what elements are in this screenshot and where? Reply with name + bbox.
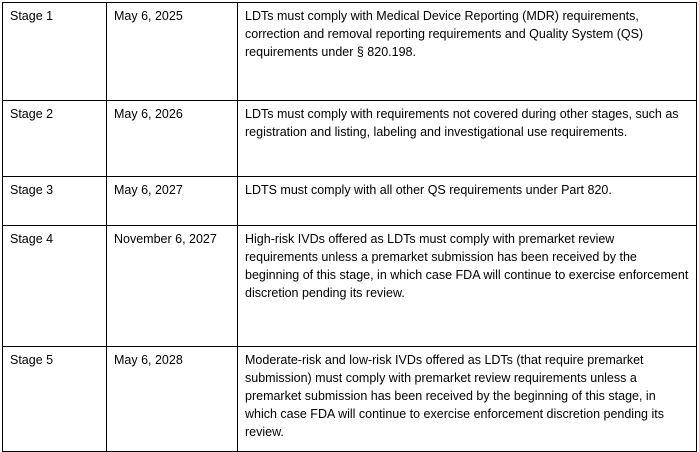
table-row [3, 347, 697, 452]
table-row [3, 3, 697, 101]
requirement-cell: Moderate-risk and low-risk IVDs offered as LDTs (that require premarket submission) must comply with premarket review requirements unless a premarket submission has been received by the beginning of this stage, in which case FDA will continue to exercise enforcement discretion pending its review. [238, 347, 697, 452]
date-cell: May 6, 2026 [107, 101, 238, 177]
requirement-cell: LDTs must comply with Medical Device Reporting (MDR) requirements, correction and removal reporting requirements and Quality System (QS) requirements under § 820.198. [238, 3, 697, 101]
stage-cell: Stage 5 [3, 347, 107, 452]
table-row [3, 226, 697, 347]
requirement-cell: LDTs must comply with requirements not covered during other stages, such as registration and listing, labeling and investigational use requirements. [238, 101, 697, 177]
stage-cell: Stage 2 [3, 101, 107, 177]
stage-cell: Stage 1 [3, 3, 107, 101]
date-cell: May 6, 2027 [107, 177, 238, 226]
date-cell: November 6, 2027 [107, 226, 238, 347]
requirement-cell: High-risk IVDs offered as LDTs must comply with premarket review requirements unless a premarket submission has been received by the beginning of this stage, in which case FDA will continue to exercise enforcement discretion pending its review. [238, 226, 697, 347]
stage-cell: Stage 4 [3, 226, 107, 347]
requirement-cell: LDTS must comply with all other QS requirements under Part 820. [238, 177, 697, 226]
stages-table [2, 2, 697, 452]
date-cell: May 6, 2025 [107, 3, 238, 101]
date-cell: May 6, 2028 [107, 347, 238, 452]
stage-cell: Stage 3 [3, 177, 107, 226]
table-row [3, 101, 697, 177]
table-row [3, 177, 697, 226]
